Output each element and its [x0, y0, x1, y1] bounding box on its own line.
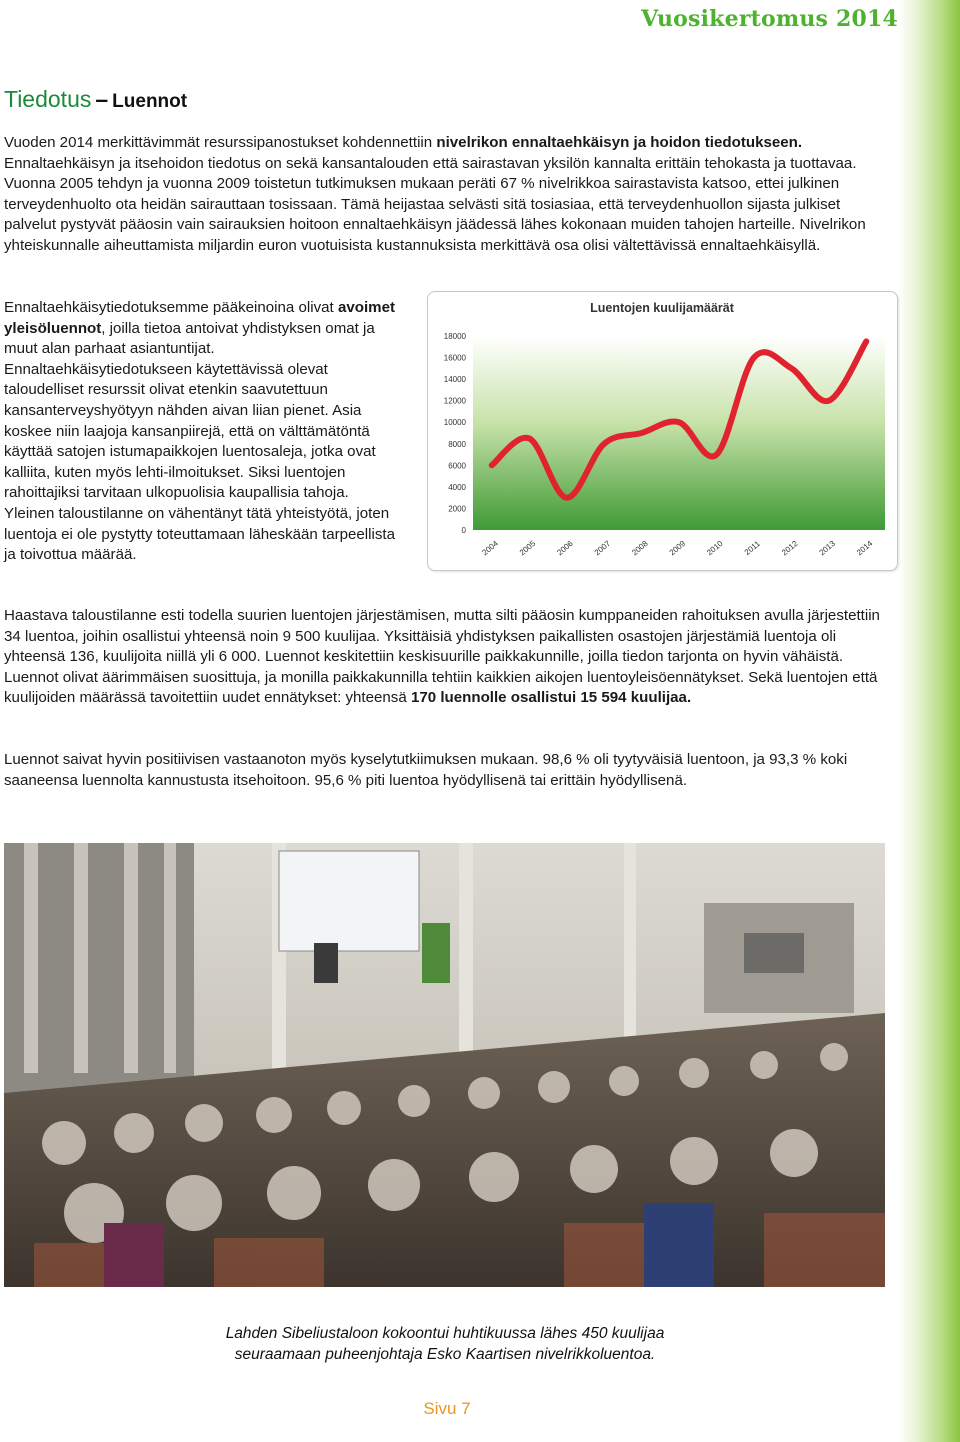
y-tick-label: 18000: [443, 332, 466, 341]
left-column-paragraph: [4, 298, 400, 566]
plot-area: [473, 336, 885, 530]
y-tick-label: 2000: [448, 504, 466, 514]
x-tick-label: 2010: [705, 538, 725, 558]
x-tick-label: 2004: [480, 538, 500, 558]
y-tick-label: 12000: [443, 396, 466, 406]
left-text-2: , joilla tietoa antoivat yhdistyksen omat ja muut alan parhaat asiantuntijat. Ennaltaehkäisytiedotukseen käytettävissä olevat taloudelliset resurssit olivat etenkin saavutettuun kansanterveyshyötyyn nähden aivan liian pienet. Asia koskee niin laajoja kansanpiirejä, että on välttämätöntä käyttää satojen istumapaikkojen luentosaleja, jotka ovat kalliita, kuten myös lehti-ilmoitukset. Siksi luentojen rahoittajiksi tarvitaan ulkopuolisia kaupallisia tahoja. Yleinen taloustilanne on vähentänyt tätä yhteistyötä, joten luentoja ei ole pystytty toteuttamaan läheskään tarpeellista ja toivottua määrää.: [4, 319, 396, 564]
green-side-band: [898, 0, 960, 1442]
x-tick-label: 2011: [742, 539, 762, 558]
report-title: Vuosikertomus 2014: [641, 6, 898, 32]
y-tick-label: 8000: [448, 439, 466, 449]
caption-line-2: seuraamaan puheenjohtaja Esko Kaartisen nivelrikkoluentoa.: [234, 1345, 656, 1363]
photo-illustration: [4, 843, 885, 1287]
left-bold-1: avoimet yleisöluennot: [4, 299, 395, 337]
x-tick-label: 2005: [517, 538, 538, 558]
x-tick-label: 2007: [592, 538, 613, 558]
results-bold: 170 luennolle osallistui 15 594 kuulijaa.: [410, 689, 692, 707]
y-tick-label: 10000: [443, 418, 466, 428]
y-tick-label: 16000: [443, 353, 466, 363]
caption-line-1: Lahden Sibeliustaloon kokoontui huhtikuussa lähes 450 kuulijaa: [225, 1325, 665, 1342]
x-tick-label: 2013: [817, 538, 837, 558]
chart-svg: [428, 292, 897, 570]
left-text-1: Ennaltaehkäisytiedotuksemme pääkeinoina olivat: [4, 299, 338, 316]
lecture-audience-photo: [4, 843, 885, 1287]
intro-text-1: Vuoden 2014 merkittävimmät resurssipanostukset kohdennettiin: [4, 134, 437, 151]
section-dash: –: [95, 86, 109, 112]
intro-bold-1: nivelrikon ennaltaehkäisyn ja hoidon tiedotukseen.: [436, 134, 803, 151]
intro-text-2: Ennaltaehkäisyn ja itsehoidon tiedotus on sekä kansantalouden että sairastavan yksilön kannalta erittäin tehokasta ja tuottavaa. Vuonna 2005 tehdyn ja vuonna 2009 toistetun tutkimuksen mukaan peräti 67 % nivelrikkoa sairastavista katsoo, ettei julkinen terveydenhuolto ota heidän sairauttaan tosissaan. Tämä heijastaa selvästi sitä tosiasiaa, että terveydenhuollon sijasta julkiset palvelut pystyvät pääosin vain sairauksien hoitoon ennaltaehkäisyn jäädessä lähes kokonaan muiden tahojen harteille. Nivelrikon yhteiskunnalle aiheuttamista miljardin euron vuotuisista kustannuksista merkittävä osa olisi vältettävissä ennaltaehkäisyllä.: [4, 154, 866, 254]
x-tick-label: 2006: [555, 538, 575, 558]
x-tick-label: 2012: [780, 538, 800, 558]
attendance-chart: [427, 291, 898, 571]
photo-caption: [120, 1324, 770, 1365]
x-tick-label: 2009: [667, 538, 688, 558]
section-heading: [4, 86, 187, 113]
x-tick-label: 2014: [854, 538, 875, 558]
section-subtitle: Luennot: [112, 91, 188, 112]
y-tick-label: 14000: [443, 375, 466, 385]
chart-title: Luentojen kuulijamäärät: [590, 301, 734, 315]
y-tick-label: 0: [461, 526, 466, 535]
intro-paragraph: [4, 133, 888, 257]
y-tick-label: 4000: [448, 482, 466, 492]
results-paragraph: [4, 606, 896, 709]
page-number: Sivu 7: [423, 1399, 471, 1418]
y-axis: [444, 332, 467, 535]
y-tick-label: 6000: [448, 461, 466, 471]
x-tick-label: 2008: [630, 538, 650, 558]
survey-text: Luennot saivat hyvin positiivisen vastaanoton myös kyselytutkiimuksen mukaan. 98,6 % oli tyytyväisiä luentoon, ja 93,3 % koki saaneensa luennolta kannustusta itsehoitoon. 95,6 % piti luentoa hyödyllisenä tai erittäin hyödyllisenä.: [4, 751, 848, 789]
results-text: Haastava taloustilanne esti todella suurien luentojen järjestämisen, mutta silti pääosin kumppaneiden rahoituksen avulla järjestettiin 34 luentoa, joihin osallistui yhteensä noin 9 500 kuulijaa. Yksittäisiä yhdistyksen paikallisten osastojen järjestämiä luentoja oli yhteensä 136, kuulijoita niillä yli 6 000. Luennot keskitettiin keskisuurille paikkakunnille, joilla tiedon tarjonta on hyvin vähäistä. Luennot olivat äärimmäisen suosittuja, ja monilla paikkakunnilla tehtiin kaikkien aikojen luentoyleisöennätykset. Sekä luentojen että kuulijoiden määrässä tavoitettiin uudet ennätykset: yhteensä: [4, 607, 880, 707]
x-axis: [480, 539, 874, 558]
survey-paragraph: [4, 750, 888, 791]
section-title: Tiedotus: [4, 86, 92, 112]
